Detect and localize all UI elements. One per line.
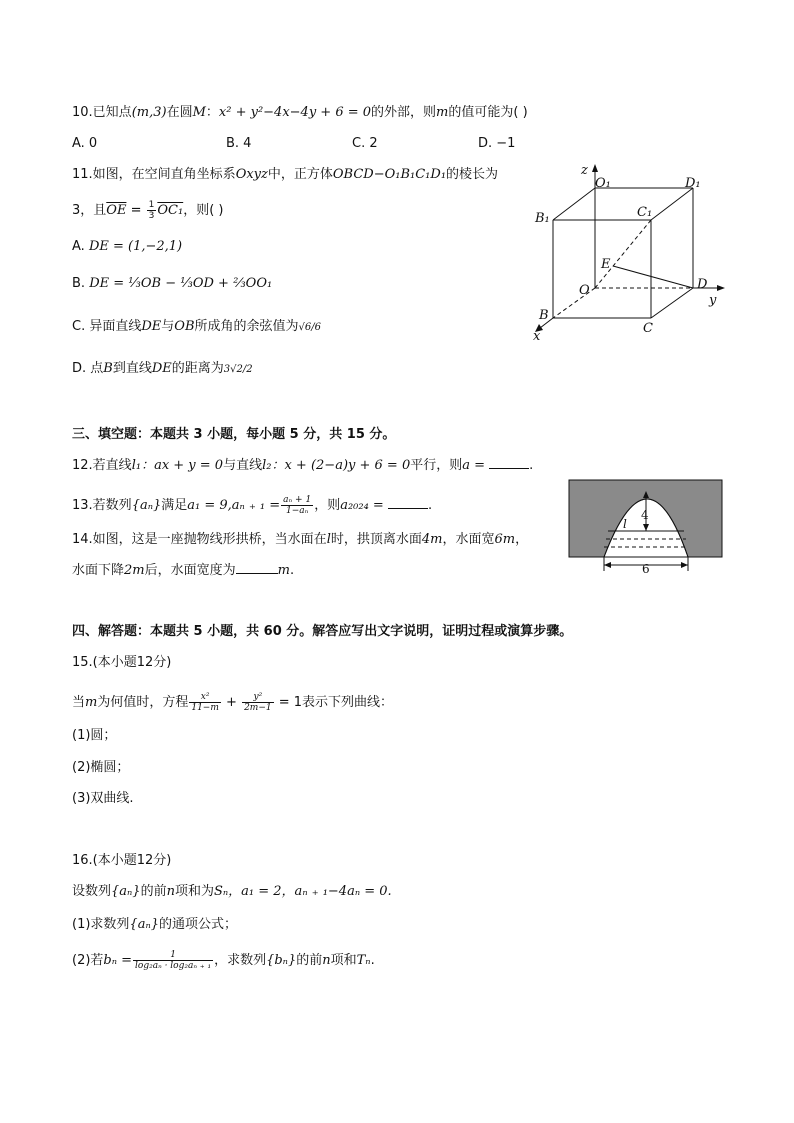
q11-text: 11.如图，在空间直角坐标系: [72, 167, 236, 182]
q11-option-a: [72, 238, 182, 256]
label-b: B: [539, 308, 549, 323]
section4-text: 分。解答应写出文字说明，证明过程或演算步骤。: [286, 624, 573, 639]
q15-header: 15.(本小题12分): [72, 655, 172, 670]
q11-b: B: [103, 361, 113, 376]
q11-fraction: [147, 200, 157, 221]
q10-text: 的外部，则: [371, 105, 437, 120]
q11-option-d: [72, 360, 253, 379]
section3-text: 小题，每小题: [207, 427, 286, 442]
edge-b1-o1: [553, 188, 595, 220]
q11-ob: OB: [174, 319, 195, 334]
q16-sn: Sₙ: [213, 884, 229, 899]
q10-text: 的值可能为( ): [448, 105, 528, 120]
q12-var: a =: [462, 458, 486, 473]
label-x: x: [533, 329, 541, 344]
q11-option-c: [72, 318, 321, 337]
q16-tn: Tₙ: [356, 953, 371, 968]
q11-eq: =: [130, 203, 142, 218]
q12-l1-equation: ：ax + y = 0: [141, 458, 224, 473]
q10-equation: x² + y²−4x−4y + 6 = 0: [218, 105, 372, 120]
q13-text: ，则: [314, 498, 341, 513]
section3-text: 三、填空题：本题共: [72, 427, 190, 442]
q11-stem-line1: [72, 166, 498, 184]
q11-stem-line2: [72, 200, 223, 221]
q15-stem: [72, 692, 393, 713]
q13-text: 满足: [161, 498, 188, 513]
q15-part-2: (2)椭圆；: [72, 760, 130, 775]
q10-stem: 10.已知点(m,3)在圆M：x² + y²−4x−4y + 6 = 0的外部，则m的值可能为( ): [72, 105, 528, 120]
section3-score: 5: [289, 427, 299, 442]
q12-text: 与直线: [223, 458, 263, 473]
q11-de: DE: [151, 361, 172, 376]
section4-count: 5: [193, 624, 203, 639]
q11-option-b: [72, 275, 272, 293]
q16-condition: ，a₁ = 2，aₙ ₊ ₁−4aₙ = 0.: [228, 884, 392, 899]
q14-text: ，: [515, 532, 529, 547]
q11-vector-oe: $\overline{OE}$: [106, 203, 127, 218]
q13-init: a₁ = 9,aₙ ₊ ₁ =: [187, 498, 281, 513]
q13-answer-blank[interactable]: [388, 508, 428, 509]
q16-text: 设数列: [72, 884, 112, 899]
q10-point: (m,3): [131, 105, 167, 120]
cube-figure: [525, 160, 730, 345]
q12-l2-equation: ：x + (2−a)y + 6 = 0: [271, 458, 411, 473]
q16-text: (1)求数列: [72, 917, 130, 932]
label-y: y: [709, 293, 717, 308]
q10-option-d: D. −1: [478, 136, 516, 151]
label-b1: B₁: [535, 211, 550, 226]
q13-stem: [72, 495, 432, 516]
q10-circle-name: M: [192, 105, 206, 120]
label-o: O: [579, 283, 590, 298]
section3-count: 3: [193, 427, 203, 442]
q14-text: 14.如图，这是一座抛物线形拱桥，当水面在: [72, 532, 327, 547]
q14-stem-line2: [72, 562, 294, 580]
q16-text: 项和: [330, 953, 357, 968]
width-arrow-left: [604, 562, 611, 568]
q14-width: 6m: [494, 532, 516, 547]
q11-frac-num: 1: [148, 200, 155, 210]
q15-frac1-num: x²: [189, 692, 221, 703]
q14-stem-line1: [72, 531, 528, 549]
q11-text: ，则( ): [183, 203, 224, 218]
section3-text: 分。: [369, 427, 396, 442]
section4-title: [72, 623, 572, 641]
q11-text: 中，正方体: [267, 167, 333, 182]
q16-n: n: [166, 884, 175, 899]
section4-text: 四、解答题：本题共: [72, 624, 190, 639]
q10-option-b: B. 4: [226, 136, 252, 151]
q11-text: 的距离为: [171, 361, 224, 376]
q11-option-a-label: A.: [72, 239, 85, 254]
q14-end: .: [289, 563, 295, 578]
q12-l1: l₁: [131, 458, 142, 473]
arch-label-l: l: [623, 517, 627, 531]
q16-text: 的前: [296, 953, 323, 968]
q11-text: C. 异面直线: [72, 319, 142, 334]
q16-text: (2)若: [72, 953, 104, 968]
q16-stem: [72, 883, 392, 901]
q13-seq: {aₙ}: [131, 498, 162, 513]
q14-text: 后，水面宽度为: [144, 563, 236, 578]
label-e: E: [601, 257, 611, 272]
q15-frac2-den: 2m−1: [244, 703, 272, 713]
q11-option-c-value: √6/6: [298, 322, 321, 333]
q12-end: .: [529, 458, 534, 473]
q11-text: 的棱长为: [446, 167, 499, 182]
label-c: C: [643, 321, 653, 336]
q12-answer-blank[interactable]: [489, 468, 529, 469]
q16-frac-num: 1: [133, 950, 213, 961]
label-d: D: [697, 277, 708, 292]
q14-text: 水面下降: [72, 563, 125, 578]
section3-title: [72, 426, 395, 444]
q14-drop: 2m: [124, 563, 145, 578]
q16-end: .: [370, 953, 375, 968]
q11-option-b-label: B.: [72, 276, 86, 291]
label-c1: C₁: [637, 205, 653, 220]
q11-option-a-text: DE = (1,−2,1): [88, 239, 183, 254]
q16-fraction: [133, 950, 213, 971]
q15-fraction-2: [242, 692, 274, 713]
q13-frac-den: 1−aₙ: [286, 506, 309, 516]
q14-l: l: [326, 532, 331, 547]
q10-var: m: [436, 105, 449, 120]
q16-part-1: [72, 916, 237, 934]
q12-text: 平行，则: [410, 458, 463, 473]
q16-text: 项和为: [174, 884, 214, 899]
q15-fraction-1: [189, 692, 221, 713]
edge-c-d: [651, 288, 693, 318]
q16-part-2: [72, 950, 375, 971]
q11-system: Oxyz: [235, 167, 268, 182]
q15-text: = 1表示下列曲线：: [278, 695, 394, 710]
seg-e-d: [613, 266, 693, 288]
q11-de: DE: [141, 319, 162, 334]
diag-o-c1: [595, 220, 651, 288]
q10-text: 在圆: [166, 105, 193, 120]
axis-z-arrow: [592, 164, 598, 172]
section4-total: 60: [263, 624, 282, 639]
q15-part-1: (1)圆；: [72, 728, 117, 743]
q16-frac-den: log₂aₙ · log₂aₙ ₊ ₁: [135, 961, 212, 971]
axis-y-arrow: [717, 285, 725, 291]
q10-option-c: C. 2: [352, 136, 378, 151]
q11-text: 3，且: [72, 203, 107, 218]
q16-bn: bₙ =: [103, 953, 133, 968]
q15-text: 当: [72, 695, 86, 710]
label-o1: O₁: [595, 176, 611, 191]
q16-header: 16.(本小题12分): [72, 853, 172, 868]
q12-stem: [72, 457, 533, 475]
q16-text: 的通项公式；: [158, 917, 237, 932]
arch-label-width: 6: [642, 562, 650, 574]
q14-text: ，水面宽: [442, 532, 495, 547]
q13-fraction: [281, 495, 313, 516]
section3-text: 分，共: [303, 427, 343, 442]
label-d1: D₁: [685, 176, 701, 191]
section4-text: 小题，共: [207, 624, 260, 639]
q15-text: 为何值时，方程: [97, 695, 189, 710]
q16-seq: {aₙ}: [129, 917, 159, 932]
section3-total: 15: [346, 427, 365, 442]
q12-l2: l₂: [262, 458, 272, 473]
q10-option-a: A. 0: [72, 136, 98, 151]
arch-figure: [568, 479, 724, 574]
q16-seq-b: {bₙ}: [266, 953, 297, 968]
q14-text: 时，拱顶离水面: [330, 532, 422, 547]
q14-height: 4m: [421, 532, 443, 547]
edge-c1-d1: [651, 188, 693, 220]
q14-unit: m: [277, 563, 290, 578]
q14-answer-blank[interactable]: [236, 573, 278, 574]
q11-vector-oc1: OC₁: [157, 203, 184, 218]
arch-label-height: 4: [641, 508, 649, 522]
q11-text: 到直线: [112, 361, 152, 376]
q11-cube-name: OBCD−O₁B₁C₁D₁: [332, 167, 447, 182]
q15-part-3: (3)双曲线.: [72, 791, 134, 806]
q13-text: 13.若数列: [72, 498, 132, 513]
q15-plus: +: [226, 695, 237, 710]
q11-option-b-text: DE = ⅓OB − ⅓OD + ⅔OO₁: [89, 276, 273, 291]
q11-text: D. 点: [72, 361, 104, 376]
label-z: z: [581, 163, 588, 178]
q16-text: ，求数列: [214, 953, 267, 968]
q12-text: 12.若直线: [72, 458, 132, 473]
q16-seq: {aₙ}: [111, 884, 141, 899]
q13-target: a₂₀₂₄ =: [340, 498, 384, 513]
q15-var: m: [85, 695, 98, 710]
q13-end: .: [427, 498, 433, 513]
width-arrow-right: [681, 562, 688, 568]
q16-n: n: [322, 953, 331, 968]
q15-frac1-den: 11−m: [191, 703, 219, 713]
q11-option-d-value: 3√2/2: [223, 364, 253, 375]
q13-frac-num: aₙ + 1: [283, 495, 312, 505]
q11-frac-den: 3: [148, 211, 155, 221]
q15-frac2-num: y²: [242, 692, 274, 703]
height-arrow-bottom: [643, 524, 649, 531]
q10-text: 10.已知点: [72, 105, 132, 120]
q16-text: 的前: [140, 884, 167, 899]
q11-text: 所成角的余弦值为: [194, 319, 299, 334]
q11-text: 与: [161, 319, 175, 334]
